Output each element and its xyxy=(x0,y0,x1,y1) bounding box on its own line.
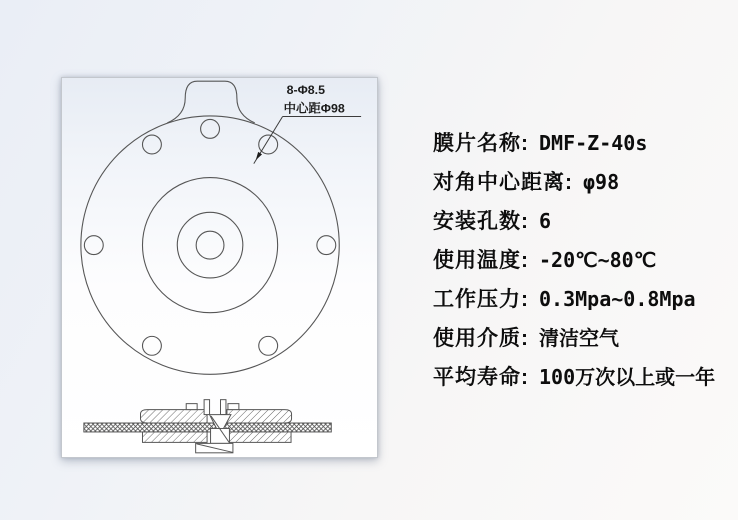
mounting-hole xyxy=(84,236,103,255)
diaphragm-drawing xyxy=(62,78,377,457)
right-plate-step xyxy=(228,404,239,410)
spec-row xyxy=(433,280,715,319)
spec-label: 使用温度: xyxy=(433,249,529,272)
mounting-hole xyxy=(317,236,336,255)
lower-right-plate xyxy=(227,432,291,442)
mounting-hole xyxy=(142,135,161,154)
membrane-strip xyxy=(84,423,331,432)
center-stem xyxy=(211,428,230,443)
spec-row xyxy=(433,202,715,241)
diaphragm-top-view xyxy=(81,81,339,374)
spec-label: 对角中心距离: xyxy=(433,171,573,194)
boss-circle xyxy=(177,212,243,278)
clamp-circle xyxy=(142,178,277,313)
bolt-circle-label: 中心距Φ98 xyxy=(283,101,345,116)
spec-row xyxy=(433,358,715,397)
spec-label: 膜片名称: xyxy=(433,132,529,155)
center-tab-left xyxy=(204,400,209,415)
tab-cover xyxy=(167,81,254,123)
upper-right-plate xyxy=(227,410,292,423)
spec-value: 0.3Mpa~0.8Mpa xyxy=(539,287,696,311)
spec-row xyxy=(433,319,715,358)
mounting-hole xyxy=(259,336,278,355)
mounting-hole xyxy=(142,336,161,355)
outer-rim-circle xyxy=(81,116,339,374)
spec-row xyxy=(433,241,715,280)
spec-label: 使用介质: xyxy=(433,327,529,350)
technical-drawing-panel xyxy=(61,77,378,458)
left-plate-step xyxy=(186,404,197,410)
center-hole xyxy=(196,231,224,259)
spec-value: 清洁空气 xyxy=(539,326,619,350)
spec-row xyxy=(433,124,715,163)
spec-label: 平均寿命: xyxy=(433,366,529,389)
leader-arrowhead xyxy=(256,152,262,160)
spec-panel xyxy=(433,124,715,397)
hole-count-label: 8-Φ8.5 xyxy=(286,83,326,98)
lower-left-plate xyxy=(142,432,207,442)
spec-row xyxy=(433,163,715,202)
spec-label: 工作压力: xyxy=(433,288,529,311)
upper-left-plate xyxy=(141,410,208,423)
hole-annotation xyxy=(254,83,361,164)
spec-label: 安装孔数: xyxy=(433,210,529,233)
spec-value: 6 xyxy=(539,209,552,233)
spec-value: 100万次以上或一年 xyxy=(539,365,716,389)
diaphragm-cross-section xyxy=(84,400,331,453)
center-tab-right xyxy=(220,400,225,415)
spec-value: -20℃~80℃ xyxy=(539,248,657,272)
spec-value: DMF-Z-40s xyxy=(539,131,648,155)
spec-value: φ98 xyxy=(583,170,620,194)
mounting-hole xyxy=(201,119,220,138)
